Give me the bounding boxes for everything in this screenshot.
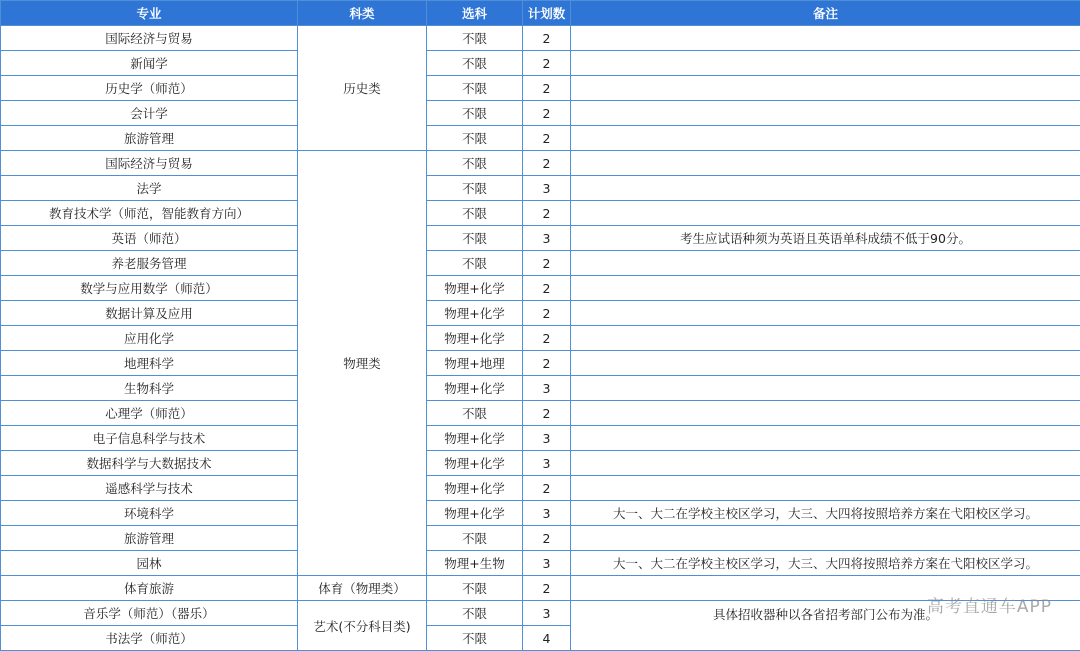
subject-cell: 物理+化学 <box>427 376 523 401</box>
note-cell <box>571 201 1080 226</box>
note-cell <box>571 476 1080 501</box>
table-row <box>1 276 1080 301</box>
plan-cell: 2 <box>523 301 571 326</box>
major-cell: 应用化学 <box>1 326 298 351</box>
plan-cell: 4 <box>523 626 571 651</box>
subject-cell: 不限 <box>427 576 523 601</box>
major-cell: 遥感科学与技术 <box>1 476 298 501</box>
table-row <box>1 401 1080 426</box>
note-cell <box>571 276 1080 301</box>
table-row <box>1 476 1080 501</box>
plan-cell: 2 <box>523 351 571 376</box>
major-cell: 心理学（师范） <box>1 401 298 426</box>
note-cell: 大一、大二在学校主校区学习，大三、大四将按照培养方案在弋阳校区学习。 <box>571 551 1080 576</box>
subject-cell: 不限 <box>427 76 523 101</box>
subject-cell: 物理+化学 <box>427 426 523 451</box>
plan-cell: 3 <box>523 376 571 401</box>
note-cell <box>571 176 1080 201</box>
plan-cell: 3 <box>523 501 571 526</box>
table-row <box>1 26 1080 51</box>
category-cell-physics: 物理类 <box>298 151 427 576</box>
plan-cell: 2 <box>523 51 571 76</box>
table-row <box>1 251 1080 276</box>
subject-cell: 物理+化学 <box>427 301 523 326</box>
table-row <box>1 201 1080 226</box>
plan-cell: 2 <box>523 201 571 226</box>
watermark: 高考直通车APP <box>927 592 1052 617</box>
note-cell <box>571 251 1080 276</box>
table-row <box>1 51 1080 76</box>
plan-cell: 3 <box>523 226 571 251</box>
note-cell <box>571 576 1080 601</box>
note-cell <box>571 151 1080 176</box>
major-cell: 数据计算及应用 <box>1 301 298 326</box>
major-cell: 教育技术学（师范，智能教育方向） <box>1 201 298 226</box>
note-cell-art: 具体招收器种以各省招考部门公布为准。 <box>571 601 1080 651</box>
major-cell: 书法学（师范） <box>1 626 298 651</box>
table-row <box>1 176 1080 201</box>
major-cell: 英语（师范） <box>1 226 298 251</box>
major-cell: 数学与应用数学（师范） <box>1 276 298 301</box>
major-cell: 数据科学与大数据技术 <box>1 451 298 476</box>
plan-cell: 2 <box>523 151 571 176</box>
major-cell: 国际经济与贸易 <box>1 151 298 176</box>
subject-cell: 不限 <box>427 51 523 76</box>
subject-cell: 不限 <box>427 201 523 226</box>
note-cell <box>571 76 1080 101</box>
major-cell: 会计学 <box>1 101 298 126</box>
header-note: 备注 <box>571 1 1080 26</box>
major-cell: 历史学（师范） <box>1 76 298 101</box>
header-major: 专业 <box>1 1 298 26</box>
plan-cell: 2 <box>523 576 571 601</box>
header-row <box>1 1 1080 26</box>
category-cell-sports: 体育（物理类） <box>298 576 427 601</box>
major-cell: 园林 <box>1 551 298 576</box>
note-cell <box>571 376 1080 401</box>
note-cell <box>571 101 1080 126</box>
table-row <box>1 451 1080 476</box>
subject-cell: 物理+生物 <box>427 551 523 576</box>
note-cell <box>571 401 1080 426</box>
subject-cell: 不限 <box>427 526 523 551</box>
subject-cell: 物理+化学 <box>427 451 523 476</box>
major-cell: 旅游管理 <box>1 126 298 151</box>
major-cell: 音乐学（师范）（器乐） <box>1 601 298 626</box>
subject-cell: 物理+化学 <box>427 501 523 526</box>
header-plan: 计划数 <box>523 1 571 26</box>
major-cell: 体育旅游 <box>1 576 298 601</box>
plan-cell: 2 <box>523 76 571 101</box>
table-row <box>1 151 1080 176</box>
note-cell <box>571 351 1080 376</box>
subject-cell: 不限 <box>427 151 523 176</box>
plan-cell: 2 <box>523 526 571 551</box>
major-cell: 养老服务管理 <box>1 251 298 276</box>
subject-cell: 不限 <box>427 26 523 51</box>
subject-cell: 不限 <box>427 126 523 151</box>
major-cell: 新闻学 <box>1 51 298 76</box>
note-cell <box>571 26 1080 51</box>
category-cell-history: 历史类 <box>298 26 427 151</box>
table-row <box>1 501 1080 526</box>
note-cell <box>571 426 1080 451</box>
plan-cell: 2 <box>523 251 571 276</box>
table-row <box>1 126 1080 151</box>
table-row <box>1 576 1080 601</box>
table-row <box>1 301 1080 326</box>
plan-cell: 3 <box>523 176 571 201</box>
major-cell: 环境科学 <box>1 501 298 526</box>
subject-cell: 物理+化学 <box>427 276 523 301</box>
note-cell <box>571 326 1080 351</box>
plan-cell: 2 <box>523 126 571 151</box>
plan-cell: 2 <box>523 26 571 51</box>
table-row <box>1 326 1080 351</box>
subject-cell: 不限 <box>427 601 523 626</box>
plan-cell: 2 <box>523 276 571 301</box>
note-cell <box>571 51 1080 76</box>
subject-cell: 不限 <box>427 401 523 426</box>
category-cell-art: 艺术(不分科目类) <box>298 601 427 651</box>
table-row <box>1 526 1080 551</box>
header-category: 科类 <box>298 1 427 26</box>
table-row <box>1 76 1080 101</box>
table-row <box>1 426 1080 451</box>
plan-cell: 3 <box>523 601 571 626</box>
note-cell <box>571 126 1080 151</box>
subject-cell: 物理+化学 <box>427 326 523 351</box>
plan-cell: 2 <box>523 476 571 501</box>
major-cell: 旅游管理 <box>1 526 298 551</box>
table-row <box>1 351 1080 376</box>
note-cell <box>571 301 1080 326</box>
table-row <box>1 101 1080 126</box>
major-cell: 法学 <box>1 176 298 201</box>
plan-cell: 2 <box>523 326 571 351</box>
plan-cell: 3 <box>523 451 571 476</box>
plan-cell: 3 <box>523 551 571 576</box>
note-cell: 大一、大二在学校主校区学习，大三、大四将按照培养方案在弋阳校区学习。 <box>571 501 1080 526</box>
note-cell <box>571 526 1080 551</box>
table-row <box>1 226 1080 251</box>
note-cell <box>571 451 1080 476</box>
table-row <box>1 551 1080 576</box>
major-cell: 电子信息科学与技术 <box>1 426 298 451</box>
subject-cell: 不限 <box>427 251 523 276</box>
subject-cell: 不限 <box>427 176 523 201</box>
major-cell: 生物科学 <box>1 376 298 401</box>
header-subject: 选科 <box>427 1 523 26</box>
subject-cell: 不限 <box>427 226 523 251</box>
table-row <box>1 376 1080 401</box>
subject-cell: 物理+地理 <box>427 351 523 376</box>
table-row <box>1 601 1080 626</box>
note-cell: 考生应试语种须为英语且英语单科成绩不低于90分。 <box>571 226 1080 251</box>
subject-cell: 不限 <box>427 626 523 651</box>
plan-cell: 2 <box>523 101 571 126</box>
subject-cell: 物理+化学 <box>427 476 523 501</box>
major-cell: 国际经济与贸易 <box>1 26 298 51</box>
plan-cell: 3 <box>523 426 571 451</box>
subject-cell: 不限 <box>427 101 523 126</box>
plan-cell: 2 <box>523 401 571 426</box>
major-cell: 地理科学 <box>1 351 298 376</box>
